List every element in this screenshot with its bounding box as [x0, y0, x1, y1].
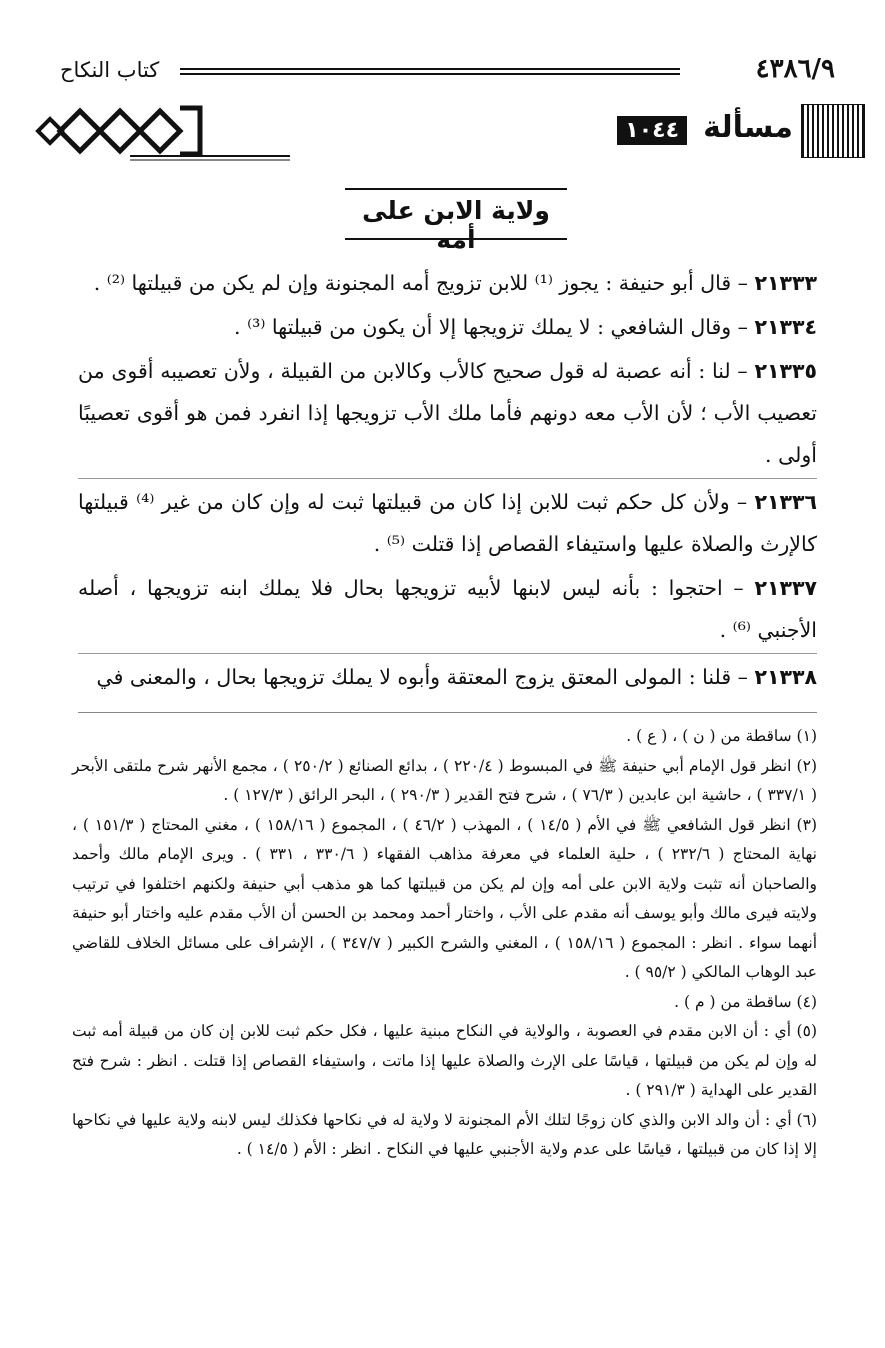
page-reference: ٤٣٨٦/٩ [755, 54, 835, 84]
paragraph-number: ٢١٣٣٣ [754, 271, 817, 295]
footnote-separator [78, 712, 817, 713]
title-rule-top [345, 188, 567, 190]
title-rule-bottom [345, 238, 567, 240]
paragraph-text: – لنا : أنه عصبة له قول صحيح كالأب وكالابن من القبيلة ، ولأن تعصيبه أقوى من تعصيب الأب ؛ لأن الأب معه دونهم فأما ملك الأب تزويجها إذا انفرد فمن هو أقوى تعصيبًا أولى . [78, 359, 817, 467]
section-title: ولاية الابن على أمه [362, 196, 550, 254]
paragraph-text: – قلنا : المولى المعتق يزوج المعتقة وأبوه لا يملك تزويجها بحال ، والمعنى في [96, 665, 755, 689]
paragraph-number: ٢١٣٣٤ [754, 315, 817, 339]
banner-bars-ornament [801, 104, 865, 158]
paragraph [78, 478, 817, 565]
paragraph [78, 262, 817, 304]
footnote: (٢) انظر قول الإمام أبي حنيفة ﷺ في المبسوط ( ٢٢٠/٤ ) ، بدائع الصنائع ( ٢٥٠/٢ ) ، مجمع الأنهر شرح ملتقى الأبحر ( ٣٣٧/١ ) ، حاشية ابن عابدين ( ٧٦/٣ ) ، شرح فتح القدير ( ٢٩٠/٣ ) ، البحر الرائق ( ١٢٧/٣ ) . [72, 756, 817, 804]
paragraph-number: ٢١٣٣٦ [754, 490, 817, 514]
book-title: كتاب النكاح [60, 58, 160, 82]
footnotes [72, 722, 817, 1165]
footnote: (٦) أي : أن والد الابن والذي كان زوجًا لتلك الأم المجنونة لا ولاية له في نكاحها فكذلك ليس لابنه ولاية عليها في نكاحها إلا إذا كان من قبيلتها ، قياسًا على عدم ولاية الأجنبي عليها في النكاح . انظر : الأم ( ١٤/٥ ) . [72, 1110, 817, 1158]
paragraph-number: ٢١٣٣٥ [754, 359, 817, 383]
header-rule [180, 68, 680, 75]
paragraph-text: – ولأن كل حكم ثبت للابن إذا كان من قبيلتها ثبت له وإن كان من غير ⁽⁴⁾ قبيلتها كالإرث والصلاة عليها واستيفاء القصاص إذا قتلت ⁽⁵⁾ . [78, 490, 817, 556]
masala-label: مسألة [703, 110, 793, 145]
paragraph [78, 653, 817, 698]
paragraph [78, 567, 817, 651]
paragraph-number: ٢١٣٣٧ [754, 576, 817, 600]
paragraph-text: – وقال الشافعي : لا يملك تزويجها إلا أن يكون من قبيلتها ⁽³⁾ . [234, 315, 755, 339]
paragraph-number: ٢١٣٣٨ [754, 665, 817, 689]
footnote: (٤) ساقطة من ( م ) . [674, 992, 817, 1011]
paragraph [78, 350, 817, 476]
footnote: (٥) أي : أن الابن مقدم في العصوبة ، والولاية في النكاح مبنية عليها ، فكل حكم ثبت للابن إن كان من قبيلة أمه ثبت له وإن لم يكن من قبيلتها ، قياسًا على الإرث والصلاة عليها إذا ماتت ، واستيفاء القصاص إذا قتلت . انظر : شرح فتح القدير على الهداية ( ٢٩١/٣ ) . [72, 1022, 817, 1099]
running-header [60, 52, 835, 92]
masala-banner [30, 98, 865, 168]
footnote: (١) ساقطة من ( ن ) ، ( ع ) . [626, 727, 817, 745]
main-text [78, 262, 817, 700]
paragraph-text: – قال أبو حنيفة : يجوز ⁽¹⁾ للابن تزويج أمه المجنونة وإن لم يكن من قبيلتها ⁽²⁾ . [93, 271, 755, 295]
masala-number: ١٠٤٤ [617, 116, 687, 145]
paragraph [78, 306, 817, 348]
paragraph-text: – احتجوا : بأنه ليس لابنها لأبيه تزويجها بحال فلا يملك ابنه تزويجها ، أصله الأجنبي ⁽⁶⁾ . [78, 576, 817, 642]
section-title-box [345, 188, 567, 254]
banner-ornament [30, 98, 290, 164]
footnote: (٣) انظر قول الشافعي ﷺ في الأم ( ١٤/٥ ) ، المهذب ( ٤٦/٢ ) ، المجموع ( ١٥٨/١٦ ) ، مغني المحتاج ( ١٥١/٣ ) ، نهاية المحتاج ( ٢٣٢/٦ ) ، حلية العلماء في معرفة مذاهب الفقهاء ( ٣٣٠/٦ ، ٣٣١ ) . ويرى الإمام مالك وأحمد والصاحبان أنه تثبت ولاية الابن على أمه وإن لم يكن من قبيلتها كما هو مذهب أبي حنيفة ولكنهم اختلفوا في ترتيب ولايته فيرى مالك وأبو يوسف أنه مقدم على الأب ، واختار أحمد ومحمد بن الحسن أن الأب مقدم عليه واختار أبو حنيفة أنهما سواء . انظر : المجموع ( ١٥٨/١٦ ) ، المغني والشرح الكبير ( ٣٤٧/٧ ) ، الإشراف على مسائل الخلاف للقاضي عبد الوهاب المالكي ( ٩٥/٢ ) . [72, 815, 818, 981]
